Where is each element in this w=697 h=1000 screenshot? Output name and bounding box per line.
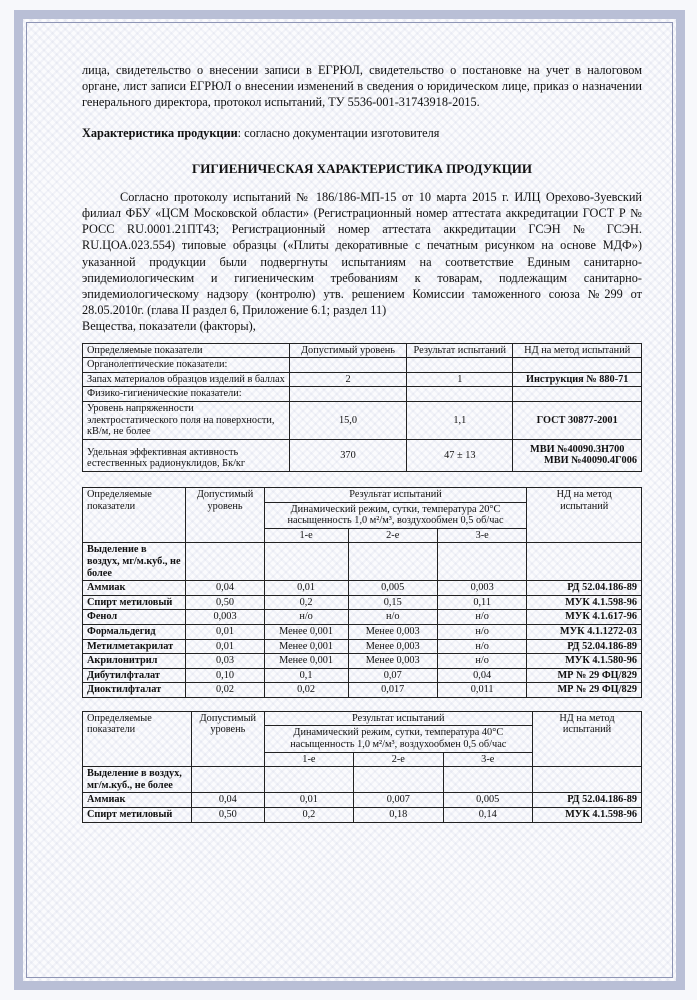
table-cell-limit: 0,03 [186, 654, 264, 669]
table-cell-limit: 0,50 [192, 808, 265, 823]
table-cell-d1: 0,2 [264, 595, 348, 610]
table-cell-d3: 0,14 [443, 808, 532, 823]
table-header-row: 1-е 2-е 3-е [83, 528, 642, 543]
table-cell-method: РД 52.04.186-89 [527, 581, 642, 596]
table-cell-d3: 0,11 [437, 595, 526, 610]
table-row [83, 581, 642, 596]
product-characteristic: Характеристика продукции: согласно документации изготовителя [82, 125, 440, 140]
table-cell-d3: н/о [437, 610, 526, 625]
table-row [83, 654, 642, 669]
table-header-row: 1-е 2-е 3-е [83, 752, 642, 767]
table-cell-d2: 0,017 [348, 683, 437, 698]
table-row [83, 595, 642, 610]
table-cell-d3: н/о [437, 654, 526, 669]
table-emissions-40c [82, 711, 642, 823]
table-cell-method: РД 52.04.186-89 [532, 793, 641, 808]
table-header-row: Определяемые показатели Допустимый уровень Результат испытаний НД на метод испытаний [83, 711, 642, 726]
table-cell-d2: 0,15 [348, 595, 437, 610]
table-cell-d1: 0,01 [264, 793, 353, 808]
table-row [83, 610, 642, 625]
table-cell-d1: Менее 0,001 [264, 624, 348, 639]
table-cell-name: Спирт метиловый [83, 595, 186, 610]
table-cell-method: РД 52.04.186-89 [527, 639, 642, 654]
table-cell-d1: 0,2 [264, 808, 353, 823]
table-cell-d2: 0,07 [348, 668, 437, 683]
table-cell-d3: 0,003 [437, 581, 526, 596]
table-cell-name: Метилметакрилат [83, 639, 186, 654]
protocol-paragraph: Согласно протоколу испытаний № 186/186-МП-15 от 10 марта 2015 г. ИЛЦ Орехово-Зуевский филиал ФБУ «ЦСМ Московской области» (Регистрационный номер аттестата аккредитации ГОСТ Р № РОСС RU.0001.21ПТ43; Регистрационный номер аттестата аккредитации ГСЭН № ГСЭН. RU.ЦОА.023.554) типовые образцы («Плиты декоративные с печатным рисунком на основе МДФ») указанной продукции были подвергнуты испытаниям на соответствие Единым санитарно-эпидемиологическим и гигиеническим требованиям к товарам, подлежащим санитарно-эпидемиологическому надзору (контролю) утв. решением Комиссии таможенного союза №299 от 28.05.2010г. (глава II раздел 6, Приложение 6.1; раздел 11) [82, 189, 642, 318]
table-cell-d1: Менее 0,001 [264, 654, 348, 669]
table-header-row: Динамический режим, сутки, температура 40°С насыщенность 1,0 м²/м³, воздухообмен 0,5 об/час [83, 726, 642, 752]
table-cell-d2: Менее 0,003 [348, 654, 437, 669]
table-cell-d1: н/о [264, 610, 348, 625]
table-cell-d1: Менее 0,001 [264, 639, 348, 654]
table-row [83, 668, 642, 683]
table-cell-method: МУК 4.1.1272-03 [527, 624, 642, 639]
table-row: Выделение в воздух, мг/м.куб., не более [83, 767, 642, 793]
table-cell-limit: 0,10 [186, 668, 264, 683]
table-row [83, 624, 642, 639]
intro-paragraph: лица, свидетельство о внесении записи в ЕГРЮЛ, свидетельство о постановке на учет в налоговом органе, лист записи ЕГРЮЛ о внесении изменений в сведения о юридическом лице, приказ о назначении генерального директора, протокол испытаний, ТУ 5536-001-31743918-2015. [82, 63, 642, 110]
table-cell-name: Спирт метиловый [83, 808, 192, 823]
table-cell-d3: 0,04 [437, 668, 526, 683]
table-cell-d2: Менее 0,003 [348, 639, 437, 654]
table-row: Запах материалов образцов изделий в баллах 2 1 Инструкция № 880-71 [83, 372, 642, 387]
table-group-row: Физико-гигиенические показатели: [83, 387, 642, 402]
table-cell-method: МУК 4.1.598-96 [532, 808, 641, 823]
table-row: Удельная эффективная активность естественных радионуклидов, Бк/кг 370 47 ± 13 МВИ №40090.3Н700 МВИ №40090.4Г006 [83, 439, 642, 471]
table-cell-d3: н/о [437, 639, 526, 654]
substances-line: Вещества, показатели (факторы), [82, 319, 256, 334]
table-cell-d2: 0,005 [348, 581, 437, 596]
table-row: Выделение в воздух, мг/м.куб., не более [83, 543, 642, 581]
table-cell-d2: 0,007 [354, 793, 443, 808]
table-header-row: Определяемые показатели Допустимый уровень Результат испытаний НД на метод испытаний [83, 487, 642, 502]
table-cell-name: Формальдегид [83, 624, 186, 639]
table-row [83, 683, 642, 698]
table-cell-name: Акрилонитрил [83, 654, 186, 669]
table-cell-d1: 0,01 [264, 581, 348, 596]
table-row [83, 639, 642, 654]
table-cell-name: Аммиак [83, 581, 186, 596]
table-cell-name: Аммиак [83, 793, 192, 808]
table-cell-method: МУК 4.1.580-96 [527, 654, 642, 669]
table-row [83, 808, 642, 823]
table-cell-method: МР № 29 ФЦ/829 [527, 683, 642, 698]
table-cell-d1: 0,1 [264, 668, 348, 683]
document-content [82, 62, 642, 823]
table-cell-d3: н/о [437, 624, 526, 639]
table-cell-limit: 0,01 [186, 639, 264, 654]
table-cell-d1: 0,02 [264, 683, 348, 698]
table-cell-method: МУК 4.1.598-96 [527, 595, 642, 610]
table-cell-name: Диоктилфталат [83, 683, 186, 698]
table-cell-d3: 0,011 [437, 683, 526, 698]
table-cell-limit: 0,04 [186, 581, 264, 596]
table-basic-indicators [82, 343, 642, 472]
table-cell-d2: Менее 0,003 [348, 624, 437, 639]
table-emissions-20c [82, 487, 642, 698]
section-title: ГИГИЕНИЧЕСКАЯ ХАРАКТЕРИСТИКА ПРОДУКЦИИ [191, 160, 533, 176]
table-cell-d2: 0,18 [354, 808, 443, 823]
table-cell-name: Фенол [83, 610, 186, 625]
table-group-row: Органолептические показатели: [83, 358, 642, 373]
table-cell-d3: 0,005 [443, 793, 532, 808]
table-cell-limit: 0,02 [186, 683, 264, 698]
table-cell-limit: 0,04 [192, 793, 265, 808]
table-cell-name: Дибутилфталат [83, 668, 186, 683]
table-header-row: Динамический режим, сутки, температура 20°С насыщенность 1,0 м²/м³, воздухообмен 0,5 об/час [83, 502, 642, 528]
table-cell-limit: 0,003 [186, 610, 264, 625]
table-cell-limit: 0,50 [186, 595, 264, 610]
table-cell-d2: н/о [348, 610, 437, 625]
table-cell-method: МУК 4.1.617-96 [527, 610, 642, 625]
table-row: Уровень напряженности электростатического поля на поверхности, кВ/м, не более 15,0 1,1 ГОСТ 30877-2001 [83, 402, 642, 440]
table-row [83, 793, 642, 808]
table-header-row: Определяемые показатели Допустимый уровень Результат испытаний НД на метод испытаний [83, 343, 642, 358]
table-cell-method: МР № 29 ФЦ/829 [527, 668, 642, 683]
table-cell-limit: 0,01 [186, 624, 264, 639]
